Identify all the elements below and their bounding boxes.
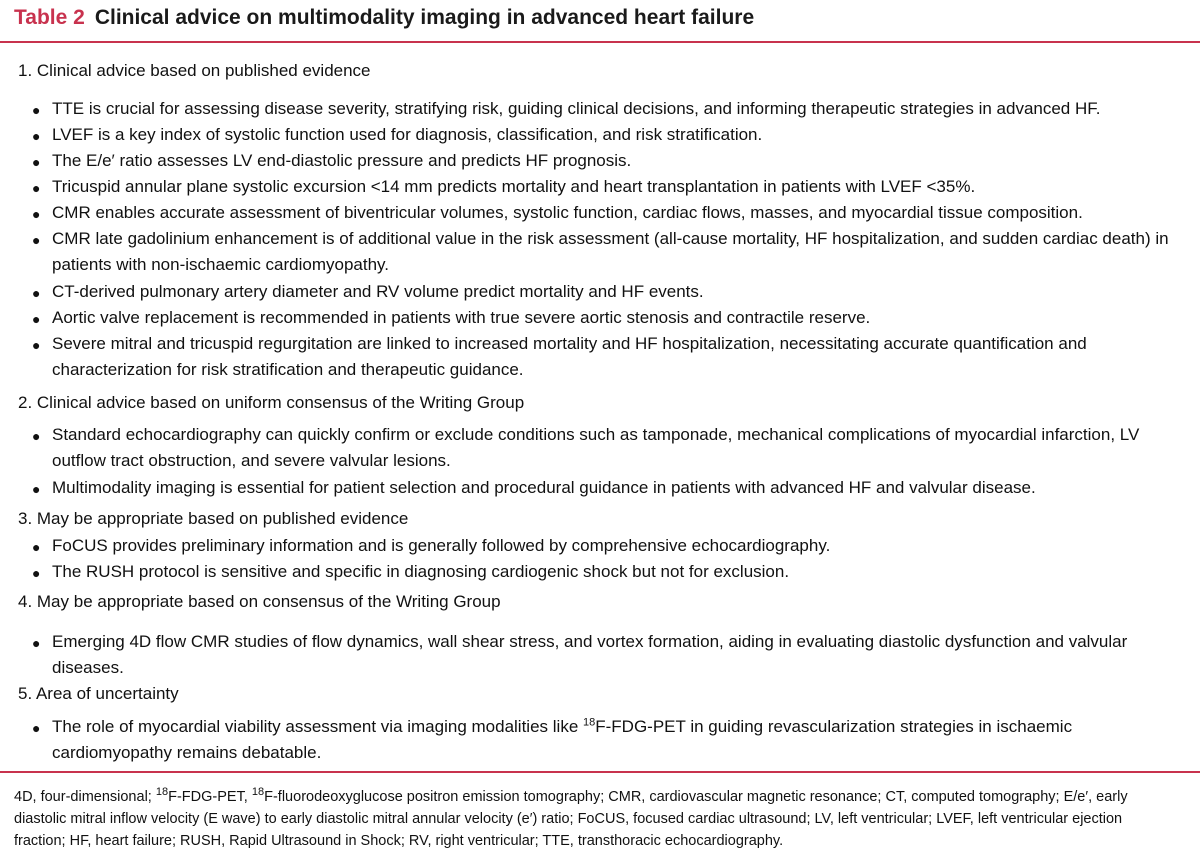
section-heading-2: 2. Clinical advice based on uniform consensus of the Writing Group (18, 393, 525, 412)
section-heading-4: 4. May be appropriate based on consensus of the Writing Group (18, 592, 501, 611)
list-item: Aortic valve replacement is recommended in patients with true severe aortic stenosis and contractile reserve. (52, 308, 871, 327)
footnote-text: F-fluorodeoxyglucose positron emission tomography; CMR, cardiovascular magnetic resonance; CT, computed tomography; E/e′, early (264, 789, 1128, 805)
bullet-icon: ● (32, 635, 41, 651)
footnote-line: diastolic mitral inflow velocity (E wave) to early diastolic mitral annular velocity (e′) ratio; FoCUS, focused cardiac ultrasound; LV, left ventricular; LVEF, left ventricular ejection (14, 811, 1123, 827)
bullet-icon: ● (32, 102, 41, 118)
list-item (52, 717, 1072, 737)
list-item: TTE is crucial for assessing disease severity, stratifying risk, guiding clinical decisions, and informing therapeutic strategies in advanced HF. (52, 99, 1101, 118)
table-title: Clinical advice on multimodality imaging in advanced heart failure (94, 6, 755, 29)
bullet-icon: ● (32, 285, 41, 301)
list-item: Emerging 4D flow CMR studies of flow dynamics, wall shear stress, and vortex formation, aiding in evaluating diastolic dysfunction and valvular (52, 632, 1128, 651)
list-item: Tricuspid annular plane systolic excursion <14 mm predicts mortality and heart transplantation in patients with LVEF <35%. (52, 177, 976, 196)
list-item: Standard echocardiography can quickly confirm or exclude conditions such as tamponade, mechanical complications of myocardial infarction, LV (52, 425, 1140, 444)
list-item: FoCUS provides preliminary information and is generally followed by comprehensive echocardiography. (52, 536, 831, 555)
list-item: The E/e′ ratio assesses LV end-diastolic pressure and predicts HF prognosis. (52, 151, 632, 170)
list-item: Severe mitral and tricuspid regurgitation are linked to increased mortality and HF hospitalization, necessitating accurate quantification and (52, 334, 1087, 353)
bullet-icon: ● (32, 337, 41, 353)
footnote-line (14, 786, 1186, 808)
bullet-icon: ● (32, 311, 41, 327)
table-footnote (14, 786, 1186, 852)
bullet-icon: ● (32, 232, 41, 248)
list-item: Multimodality imaging is essential for patient selection and procedural guidance in patients with advanced HF and valvular disease. (52, 478, 1036, 497)
section-heading-5: 5. Area of uncertainty (18, 684, 179, 703)
list-item-continuation: characterization for risk stratification and therapeutic guidance. (52, 360, 524, 379)
list-item-continuation: diseases. (52, 658, 124, 677)
bullet-icon: ● (32, 565, 41, 581)
superscript-18: 18 (583, 716, 596, 729)
footnote-line: fraction; HF, heart failure; RUSH, Rapid Ultrasound in Shock; RV, right ventricular; TTE, transthoracic echocardiography. (14, 833, 784, 849)
list-item-text: F-FDG-PET in guiding revascularization strategies in ischaemic (595, 717, 1073, 736)
list-item-continuation: cardiomyopathy remains debatable. (52, 743, 322, 762)
list-item: The RUSH protocol is sensitive and specific in diagnosing cardiogenic shock but not for exclusion. (52, 562, 790, 581)
superscript-18: 18 (155, 786, 169, 799)
bullet-icon: ● (32, 128, 41, 144)
superscript-18: 18 (251, 786, 265, 799)
list-item-continuation: patients with non-ischaemic cardiomyopathy. (52, 255, 390, 274)
list-item: CT-derived pulmonary artery diameter and RV volume predict mortality and HF events. (52, 282, 704, 301)
list-item: CMR enables accurate assessment of biventricular volumes, systolic function, cardiac flows, masses, and myocardial tissue composition. (52, 203, 1083, 222)
bullet-icon: ● (32, 539, 41, 555)
footnote-text: 4D, four-dimensional; (14, 789, 156, 805)
table-label: Table 2 (14, 6, 85, 29)
list-item-continuation: outflow tract obstruction, and severe valvular lesions. (52, 451, 451, 470)
bullet-icon: ● (32, 180, 41, 196)
bullet-icon: ● (32, 428, 41, 444)
bottom-divider (0, 771, 1200, 773)
table-title-row (14, 6, 754, 38)
list-item: LVEF is a key index of systolic function used for diagnosis, classification, and risk stratification. (52, 125, 763, 144)
bullet-icon: ● (32, 481, 41, 497)
bullet-icon: ● (32, 154, 41, 170)
bullet-icon: ● (32, 720, 41, 736)
list-item: CMR late gadolinium enhancement is of additional value in the risk assessment (all-cause mortality, HF hospitalization, and sudden cardiac death) in (52, 229, 1169, 248)
list-item-text: The role of myocardial viability assessment via imaging modalities like (52, 717, 583, 736)
footnote-text: F-FDG-PET, (168, 789, 252, 805)
top-divider (0, 41, 1200, 43)
section-heading-1: 1. Clinical advice based on published evidence (18, 61, 371, 80)
section-heading-3: 3. May be appropriate based on published evidence (18, 509, 409, 528)
bullet-icon: ● (32, 206, 41, 222)
